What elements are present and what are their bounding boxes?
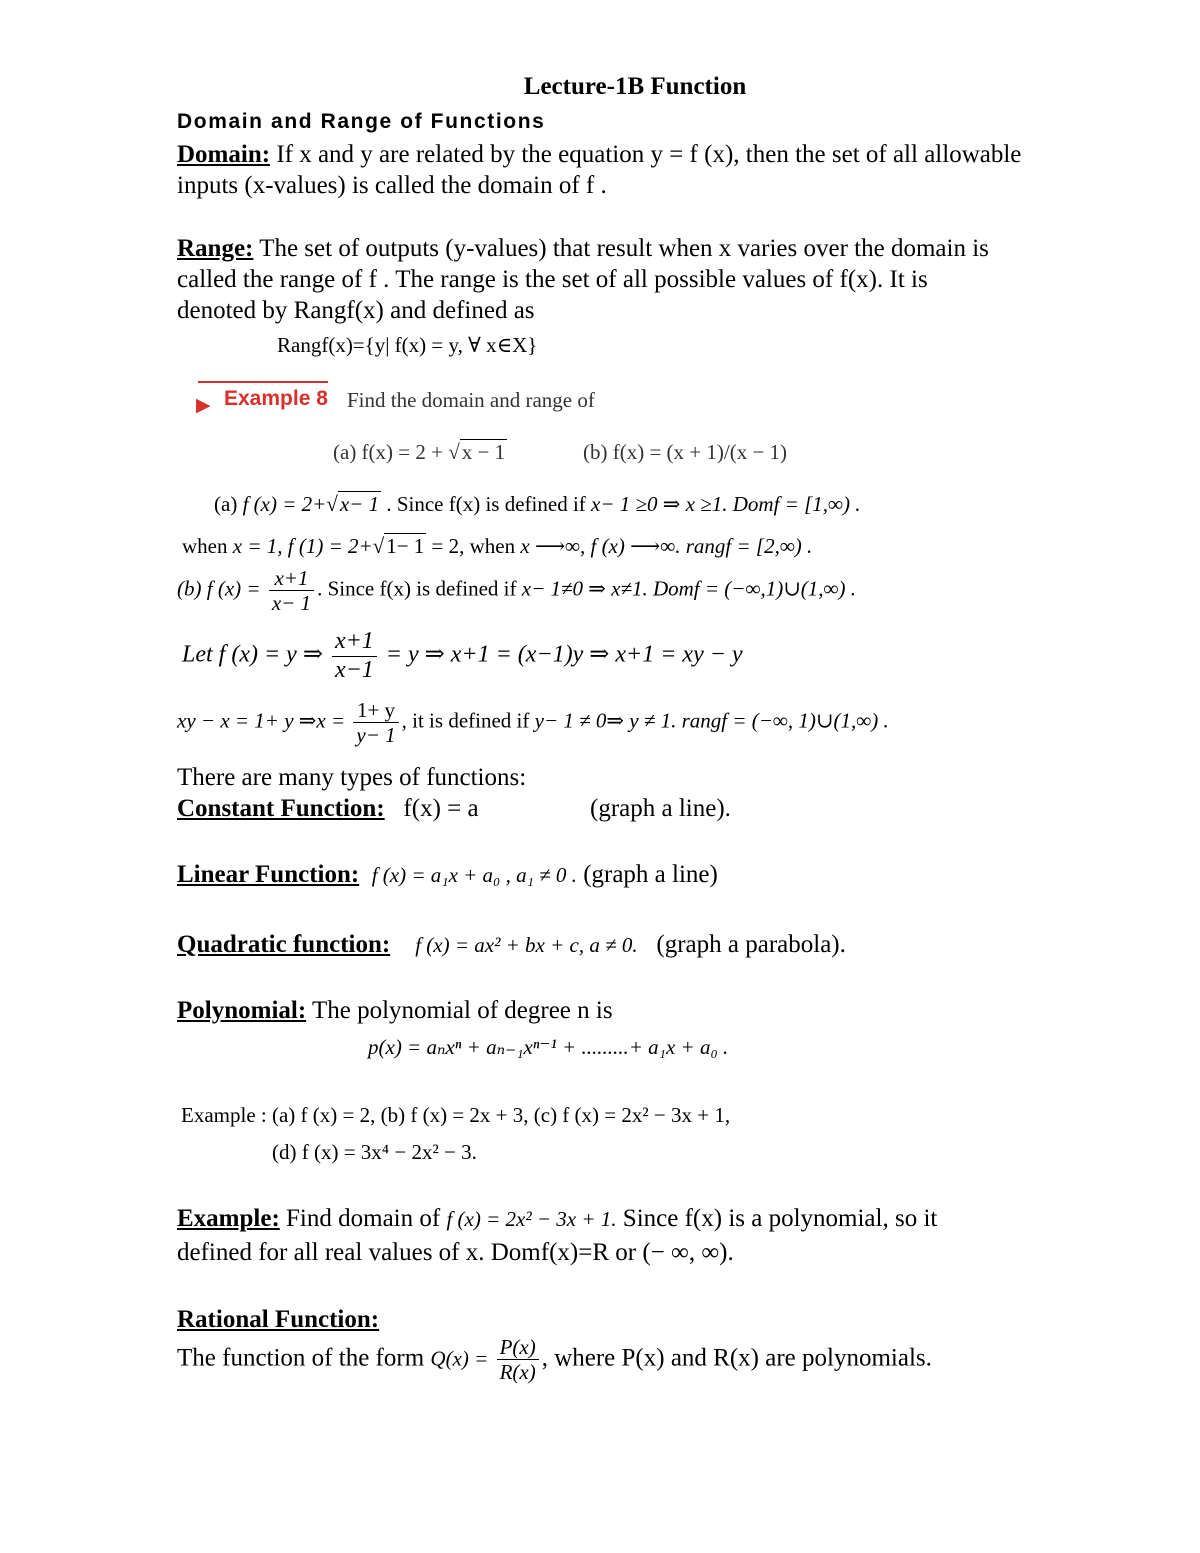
domain-line-2: inputs (x-values) is called the domain of f . [177,172,607,199]
example-8-text: Find the domain and range of [347,388,595,412]
rational-function-definition: The function of the form Q(x) = $\frac{P(x)}{R(x)}$ , where P(x) and R(x) are polynomials. [177,1335,932,1385]
fraction: $\frac{x+1}{x-1}$ [332,628,377,684]
polynomial-formula: p(x) = aₙxⁿ + aₙ₋₁xⁿ⁻¹ + .........+ a₁x + a₀ . [368,1035,729,1059]
polynomial-examples-line-2: (d) f (x) = 3x⁴ − 2x² − 3. [272,1140,477,1164]
solution-b-range: xy − x = 1+ y ⇒x = $\frac{1+ y}{y- 1}$ , it is defined if y− 1 ≠ 0⇒ y ≠ 1. rangf = (−∞, 1)∪(1,∞) . [177,698,889,748]
example-8-part-b: (b) f(x) = (x + 1)/(x − 1) [583,440,788,464]
example-domain-line-1: Example: Find domain of f (x) = 2x² − 3x + 1. Since f(x) is a polynomial, so it [177,1205,938,1232]
constant-note: (graph a line). [590,795,731,822]
solution-b: (b) f (x) = $\frac{x+1}{x- 1}$ . Since f(x) is defined if x− 1≠0 ⇒ x≠1. Domf = (−∞,1)∪(1,∞) . [177,566,856,616]
fraction: $\frac{P(x)}{R(x)}$ [497,1335,539,1384]
solution-a: (a) f (x) = 2+√x− 1 . Since f(x) is defined if x− 1 ≥0 ⇒ x ≥1. Domf = [1,∞) . [214,492,861,516]
example-8-part-a: (a) f(x) = 2 + √x − 1 [333,440,506,464]
domain-label: Domain: [177,141,271,168]
let-equation: Let f (x) = y ⇒ $\frac{x+1}{x-1}$ = y ⇒ x+1 = (x−1)y ⇒ x+1 = xy − y [182,628,743,683]
range-line-2: called the range of f . The range is the set of all possible values of f(x). It is [177,266,928,293]
domain-line-1: Domain: If x and y are related by the equation y = f (x), then the set of all allowable [177,141,1022,168]
types-intro: There are many types of functions: [177,764,527,791]
polynomial-examples-line-1: Example : (a) f (x) = 2, (b) f (x) = 2x + 3, (c) f (x) = 2x² − 3x + 1, [181,1103,731,1127]
range-line-3: denoted by Rangf(x) and defined as [177,297,535,324]
example-8-rule [198,381,328,383]
range-label: Range: [177,235,254,262]
page-title: Lecture-1B Function [523,73,747,100]
constant-function: Constant Function: f(x) = a [177,795,479,822]
fraction: $\frac{x+1}{x- 1}$ [269,566,314,615]
solution-a-range: when x = 1, f (1) = 2+√1− 1 = 2, when x ⟶∞, f (x) ⟶∞. rangf = [2,∞) . [182,534,813,558]
quadratic-function: Quadratic function: f (x) = ax² + bx + c, a ≠ 0. (graph a parabola). [177,931,846,958]
triangle-right-icon: ▶ [196,394,211,416]
section-heading: Domain and Range of Functions [177,110,546,133]
example-8-heading: Example 8 [224,387,328,410]
range-line-1: Range: The set of outputs (y-values) that result when x varies over the domain is [177,235,989,262]
polynomial-definition: Polynomial: The polynomial of degree n is [177,997,613,1024]
fraction: $\frac{1+ y}{y- 1}$ [353,698,398,747]
example-domain-line-2: defined for all real values of x. Domf(x)=R or (− ∞, ∞). [177,1239,734,1266]
rational-function-label: Rational Function: [177,1306,380,1333]
range-definition: Rangf(x)={y| f(x) = y, ∀ x∈X} [277,333,538,357]
linear-function: Linear Function: f (x) = a₁x + a₀ , a₁ ≠ 0 . (graph a line) [177,861,718,888]
